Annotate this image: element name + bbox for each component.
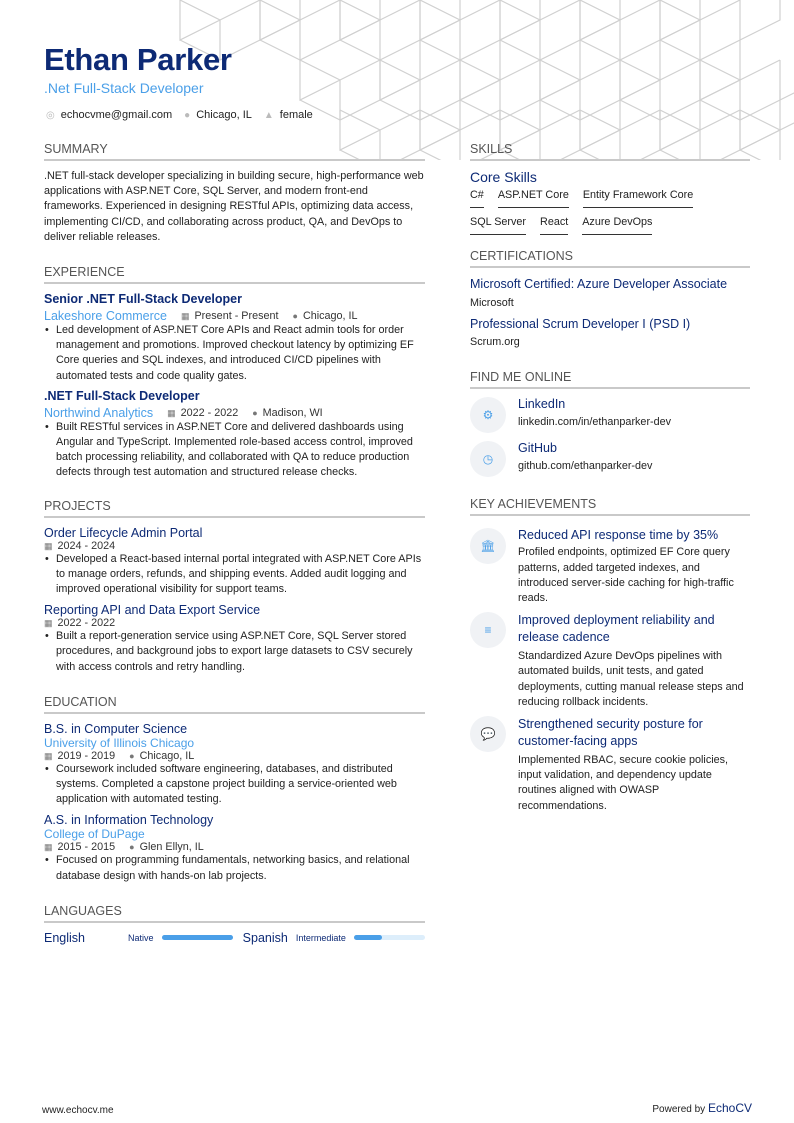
achievement-title: Strengthened security posture for customer-facing apps: [518, 717, 703, 749]
language-bar-fill: [162, 935, 233, 940]
education-item: [44, 813, 425, 883]
job-bullet: • Built RESTful services in ASP.NET Core and delivered dashboards using Angular and TypeScript. Implemented role-based access control, improved batch processing reliability, and collaborated with QA to reduce production defects through test automation and structured release checks.: [44, 420, 425, 481]
github-icon: ◷: [470, 441, 506, 477]
online-item[interactable]: [470, 397, 750, 433]
job-location: Madison, WI: [262, 406, 323, 419]
online-url[interactable]: github.com/ethanparker-dev: [518, 460, 653, 473]
location-icon: ●: [129, 842, 135, 853]
list-icon: ≡: [470, 612, 506, 648]
skills-heading: SKILLS: [470, 142, 750, 161]
right-column: [470, 142, 750, 814]
dates: 2019 - 2019: [57, 749, 116, 762]
location-icon: ●: [252, 407, 258, 418]
language-name: Spanish: [242, 930, 288, 945]
cert-name: Microsoft Certified: Azure Developer Associate: [470, 277, 728, 291]
calendar-icon: ▦: [44, 842, 53, 853]
experience-item: [44, 292, 425, 384]
languages-heading: LANGUAGES: [44, 904, 425, 923]
dates: 2024 - 2024: [57, 539, 116, 552]
calendar-icon: ▦: [180, 311, 190, 322]
job-location: Chicago, IL: [302, 310, 358, 323]
achievement-text: Standardized Azure DevOps pipelines with automated builds, unit tests, and gated deployments, cutting manual release steps and reducing rollback incidents.: [518, 650, 744, 708]
degree: A.S. in Information Technology: [44, 813, 214, 828]
contact-row: [46, 109, 313, 121]
calendar-icon: ▦: [44, 540, 53, 551]
dates: Present - Present: [194, 310, 279, 323]
person-icon: ▲: [263, 110, 274, 121]
powered-by-label: Powered by: [652, 1104, 706, 1115]
skill-tag: ASP.NET Core: [498, 189, 569, 208]
email[interactable]: echocvme@gmail.com: [60, 109, 173, 121]
background-pattern: [160, 0, 794, 160]
achievement-text: Profiled endpoints, optimized EF Core query patterns, added targeted indexes, and introduced server-side caching for high-traffic reads.: [518, 546, 734, 605]
education-heading: EDUCATION: [44, 695, 425, 714]
email-icon: ◎: [46, 110, 55, 121]
summary-text: .NET full-stack developer specializing in building secure, high-performance web applications with ASP.NET Core, SQL Server, and modern front-end frameworks. Experienced in designing RESTful APIs, optimizing data access, implementing CI/CD, and collaborating across product, QA, and DevOps to deliver reliable releases.: [44, 170, 424, 243]
achievement-item: [470, 716, 750, 814]
achievement-title: Improved deployment reliability and release cadence: [518, 613, 715, 645]
language-level: Intermediate: [295, 932, 346, 943]
online-name: GitHub: [518, 441, 557, 456]
skill-tag: SQL Server: [470, 216, 526, 235]
project-item: [44, 603, 425, 675]
language-name: English: [44, 930, 85, 945]
cert-issuer: Scrum.org: [470, 336, 520, 349]
degree: B.S. in Computer Science: [44, 721, 188, 736]
candidate-role: .Net Full-Stack Developer: [44, 80, 204, 96]
cert-name: Professional Scrum Developer I (PSD I): [470, 317, 691, 332]
project-bullet: • Developed a React-based internal portal integrated with ASP.NET Core APIs to manage orders, refunds, and shipping events. Added audit logging and improved operational visibility for support teams.: [44, 552, 425, 598]
calendar-icon: ▦: [44, 618, 53, 629]
language-bar-fill: [354, 935, 382, 940]
education-item: [44, 722, 425, 808]
bank-icon: 🏛: [470, 528, 506, 564]
dates: 2022 - 2022: [57, 617, 116, 630]
experience-heading: EXPERIENCE: [44, 265, 425, 284]
dates: 2015 - 2015: [57, 841, 116, 854]
calendar-icon: ▦: [44, 750, 53, 761]
education-bullet: • Coursework included software engineering, databases, and distributed systems. Completed a capstone project building a service-oriented web application with automated testing.: [44, 762, 425, 808]
skills-subtitle: Core Skills: [470, 169, 537, 185]
job-title: Senior .NET Full-Stack Developer: [44, 292, 242, 307]
experience-item: [44, 389, 425, 481]
dates: 2022 - 2022: [180, 406, 239, 419]
school: University of Illinois Chicago: [44, 735, 195, 750]
job-title: .NET Full-Stack Developer: [44, 388, 200, 403]
location: Chicago, IL: [196, 109, 252, 121]
project-item: [44, 526, 425, 598]
achievement-text: Implemented RBAC, secure cookie policies, input validation, and dependency update routines aligned with OWASP recommendations.: [518, 754, 729, 812]
company: Northwind Analytics: [44, 405, 154, 420]
skill-tag: Entity Framework Core: [583, 189, 693, 208]
achievement-item: [470, 528, 750, 606]
linkedin-icon: ⚙: [470, 397, 506, 433]
skill-tag: Azure DevOps: [582, 216, 652, 235]
skill-tag: React: [540, 216, 568, 235]
location-icon: ●: [129, 750, 135, 761]
achievement-title: Reduced API response time by 35%: [518, 528, 719, 543]
summary-heading: SUMMARY: [44, 142, 425, 161]
skills-list: [470, 189, 750, 235]
project-name: Reporting API and Data Export Service: [44, 603, 261, 618]
language-bar: [354, 935, 425, 940]
cert-issuer: Microsoft: [470, 297, 514, 309]
achievement-item: [470, 612, 750, 710]
job-bullet: • Led development of ASP.NET Core APIs and React admin tools for order management and promotions. Improved checkout latency by optimizing EF Core queries and SQL indexes, and introduced CI/CD pipelines with automated tests and code quality gates.: [44, 323, 425, 384]
chat-icon: 💬: [470, 716, 506, 752]
project-name: Order Lifecycle Admin Portal: [44, 525, 203, 540]
location-icon: ●: [184, 110, 191, 121]
projects-heading: PROJECTS: [44, 499, 425, 518]
project-bullet: • Built a report-generation service using ASP.NET Core, SQL Server stored procedures, and background jobs to export large datasets to CSV securely with access controls and retry handling.: [44, 629, 425, 675]
school-location: Chicago, IL: [139, 749, 195, 762]
education-bullet: • Focused on programming fundamentals, networking basics, and relational database design with hands-on lab projects.: [44, 853, 425, 883]
brand-logo: EchoCV: [707, 1101, 752, 1115]
footer-site[interactable]: www.echocv.me: [42, 1105, 114, 1116]
left-column: [44, 142, 425, 945]
language-level: Native: [128, 932, 154, 943]
skill-tag: C#: [470, 189, 484, 208]
achievements-heading: KEY ACHIEVEMENTS: [470, 497, 750, 516]
school: College of DuPage: [44, 827, 145, 842]
languages-row: [44, 931, 425, 945]
school-location: Glen Ellyn, IL: [139, 841, 204, 854]
calendar-icon: ▦: [167, 407, 176, 418]
location-icon: ●: [292, 311, 298, 322]
online-url[interactable]: linkedin.com/in/ethanparker-dev: [518, 416, 672, 429]
footer-powered[interactable]: [652, 1101, 752, 1115]
online-heading: FIND ME ONLINE: [470, 370, 750, 389]
company: Lakeshore Commerce: [44, 309, 167, 324]
gender: female: [279, 109, 313, 121]
candidate-name: Ethan Parker: [44, 42, 232, 77]
online-name: LinkedIn: [518, 397, 566, 412]
certifications-heading: CERTIFICATIONS: [470, 249, 750, 268]
online-item[interactable]: [470, 441, 750, 477]
language-bar: [162, 935, 233, 940]
